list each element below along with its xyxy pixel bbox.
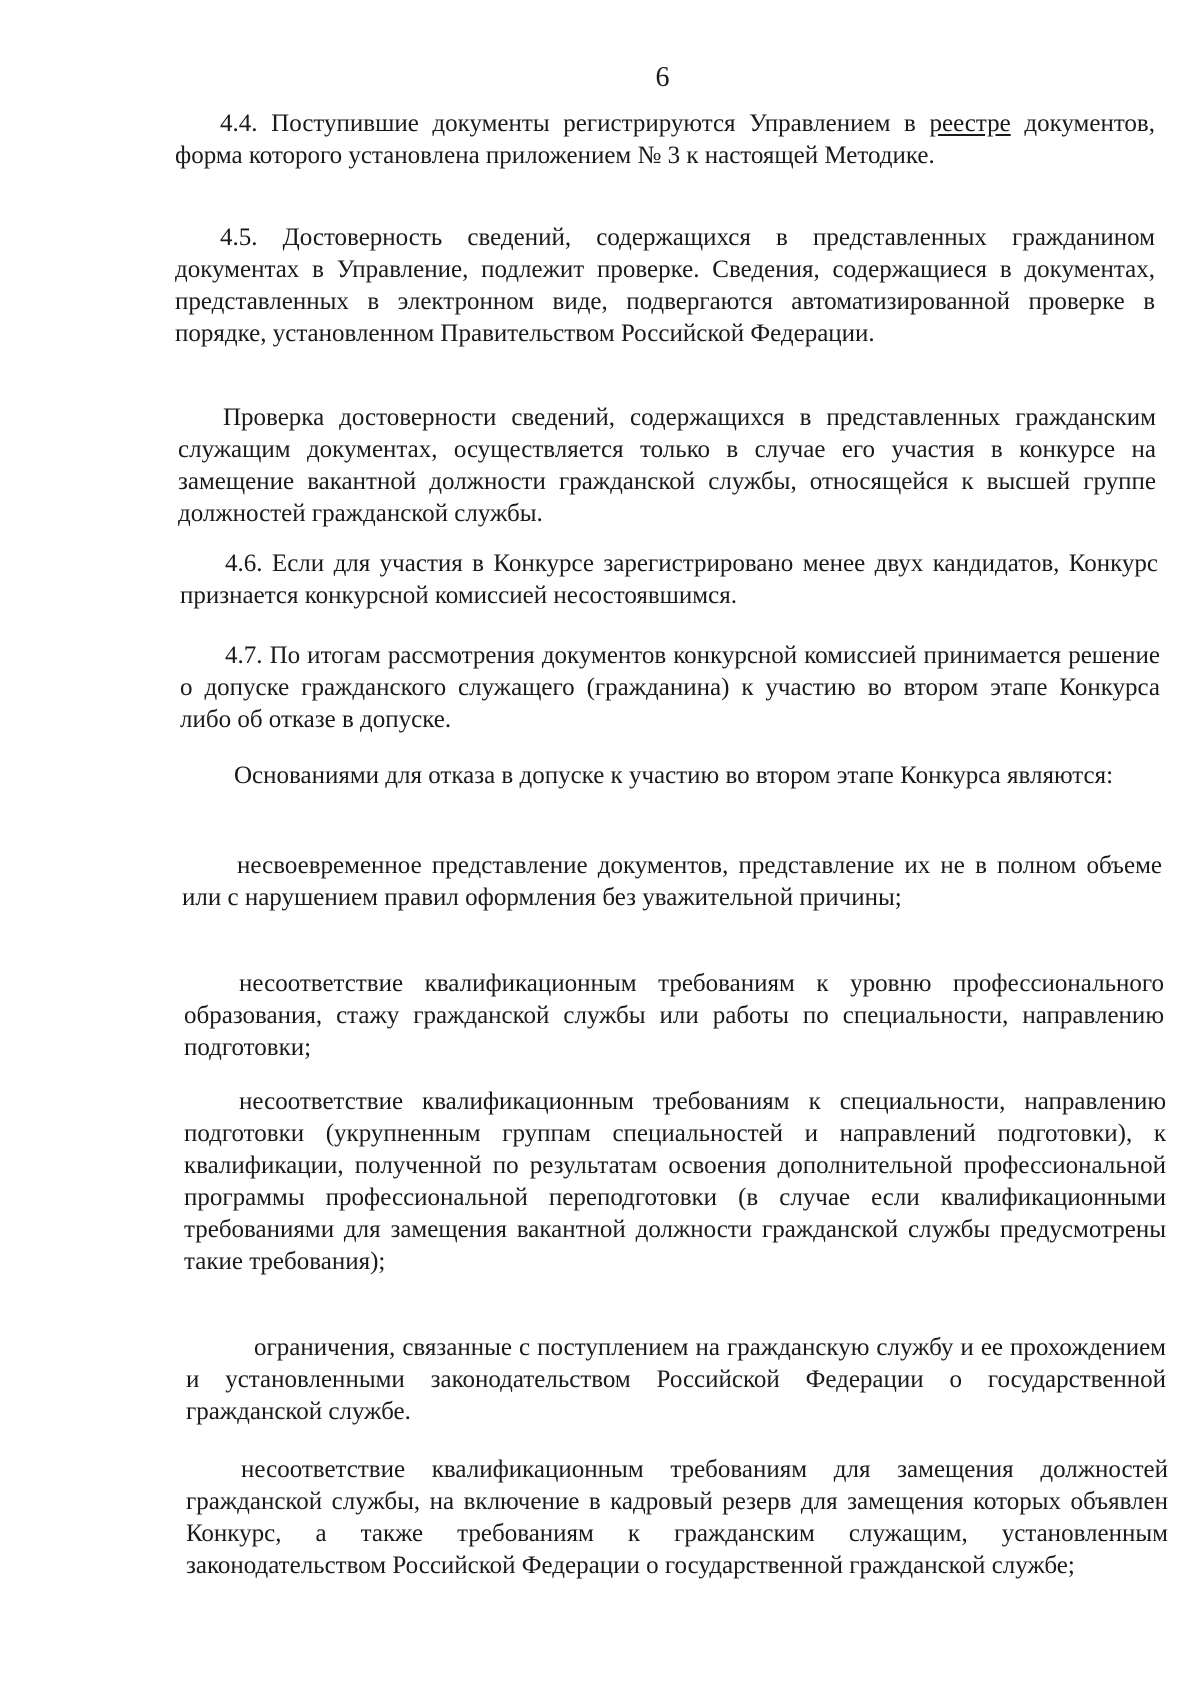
paragraph-4-4-text-start: 4.4. Поступившие документы регистрируются Управлением в — [220, 110, 930, 137]
paragraph-4-7: 4.7. По итогам рассмотрения документов конкурсной комиссией принимается решение о допуске гражданского служащего (гражданина) к участию во втором этапе Конкурса либо об отказе в допуске. — [180, 642, 1160, 733]
paragraph-grounds: Основаниями для отказа в допуске к участию во втором этапе Конкурса являются: — [234, 762, 1114, 789]
paragraph-verification: Проверка достоверности сведений, содержащихся в представленных гражданским служащим документах, осуществляется только в случае его участия в конкурсе на замещение вакантной должности гражданской службы, относящейся к высшей группе должностей гражданской службы. — [178, 404, 1156, 527]
registry-underlined-word: реестре — [929, 110, 1011, 137]
paragraph-4-6: 4.6. Если для участия в Конкурсе зарегистрировано менее двух кандидатов, Конкурс признается конкурсной комиссией несостоявшимся. — [180, 550, 1158, 609]
ground-item-specialty: несоответствие квалификационным требованиям к специальности, направлению подготовки (укрупненным группам специальностей и направлений подготовки), к квалификации, полученной по результатам освоения дополнительной профессиональной программы профессиональной переподготовки (в случае если квалификационными требованиями для замещения вакантной должности гражданской службы предусмотрены такие требования); — [184, 1088, 1166, 1275]
ground-item-qualification: несоответствие квалификационным требованиям для замещения должностей гражданской службы, на включение в кадровый резерв для замещения которых объявлен Конкурс, а также требованиям к гражданским служащим, установленным законодательством Российской Федерации о государственной гражданской службе; — [186, 1456, 1168, 1579]
page-number: 6 — [655, 62, 670, 93]
ground-item-education: несоответствие квалификационным требованиям к уровню профессионального образования, стажу гражданской службы или работы по специальности, направлению подготовки; — [184, 970, 1164, 1061]
ground-item-untimely: несвоевременное представление документов, представление их не в полном объеме или с нарушением правил оформления без уважительной причины; — [182, 852, 1162, 911]
paragraph-4-4-text-end: документов, форма которого установлена приложением № 3 к настоящей Методике. — [175, 110, 1155, 169]
paragraph-4-5: 4.5. Достоверность сведений, содержащихся в представленных гражданином документах в Управление, подлежит проверке. Сведения, содержащиеся в документах, представленных в электронном виде, подвергаются автоматизированной проверке в порядке, установленном Правительством Российской Федерации. — [175, 224, 1155, 347]
paragraph-4-4 — [175, 108, 1155, 172]
ground-item-restrictions: ограничения, связанные с поступлением на гражданскую службу и ее прохождением и установленными законодательством Российской Федерации о государственной гражданской службе. — [186, 1334, 1166, 1425]
